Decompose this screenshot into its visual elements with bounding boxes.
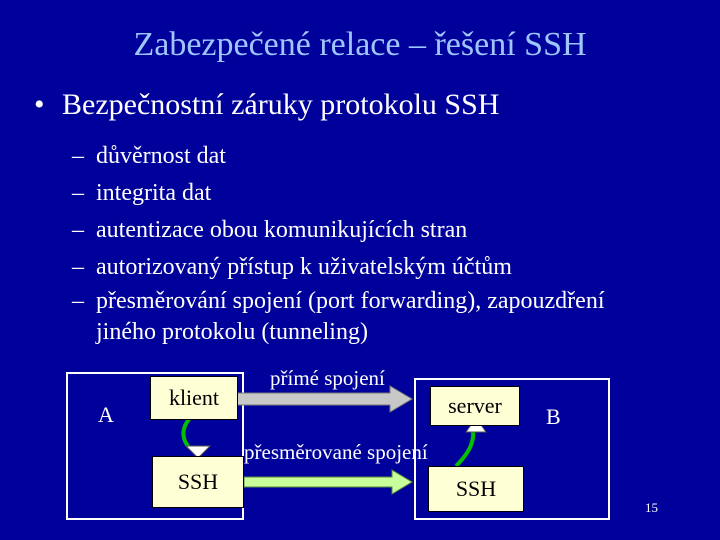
host-a-label: A xyxy=(98,402,114,427)
sub-bullet-text: přesměrování spojení (port forwarding), zapouzdření xyxy=(96,288,605,314)
dash-marker: – xyxy=(72,180,84,206)
client-box: klient xyxy=(150,376,238,420)
server-box: server xyxy=(430,386,520,426)
slide-number: 15 xyxy=(645,500,658,515)
dash-marker: – xyxy=(72,288,84,314)
sub-bullet-text: důvěrnost dat xyxy=(96,143,226,169)
dash-marker: – xyxy=(72,217,84,243)
ssh-right-box: SSH xyxy=(428,466,524,512)
slide-title: Zabezpečené relace – řešení SSH xyxy=(133,26,587,63)
dash-marker: – xyxy=(72,254,84,280)
direct-connection-label: přímé spojení xyxy=(270,366,385,390)
ssh-left-box: SSH xyxy=(152,456,244,508)
host-b-label: B xyxy=(546,404,561,429)
sub-bullet-text: autorizovaný přístup k uživatelským účtům xyxy=(96,254,512,280)
sub-bullet-text: autentizace obou komunikujících stran xyxy=(96,217,468,243)
main-bullet-text: Bezpečnostní záruky protokolu SSH xyxy=(62,88,500,121)
forwarded-connection-arrow xyxy=(244,470,412,494)
sub-bullet-text: integrita dat xyxy=(96,180,212,206)
dash-marker: – xyxy=(72,143,84,169)
bullet-marker: • xyxy=(34,88,45,121)
forwarded-connection-label: přesměrované spojení xyxy=(244,440,428,464)
sub-bullet-text-continued: jiného protokolu (tunneling) xyxy=(96,319,368,345)
